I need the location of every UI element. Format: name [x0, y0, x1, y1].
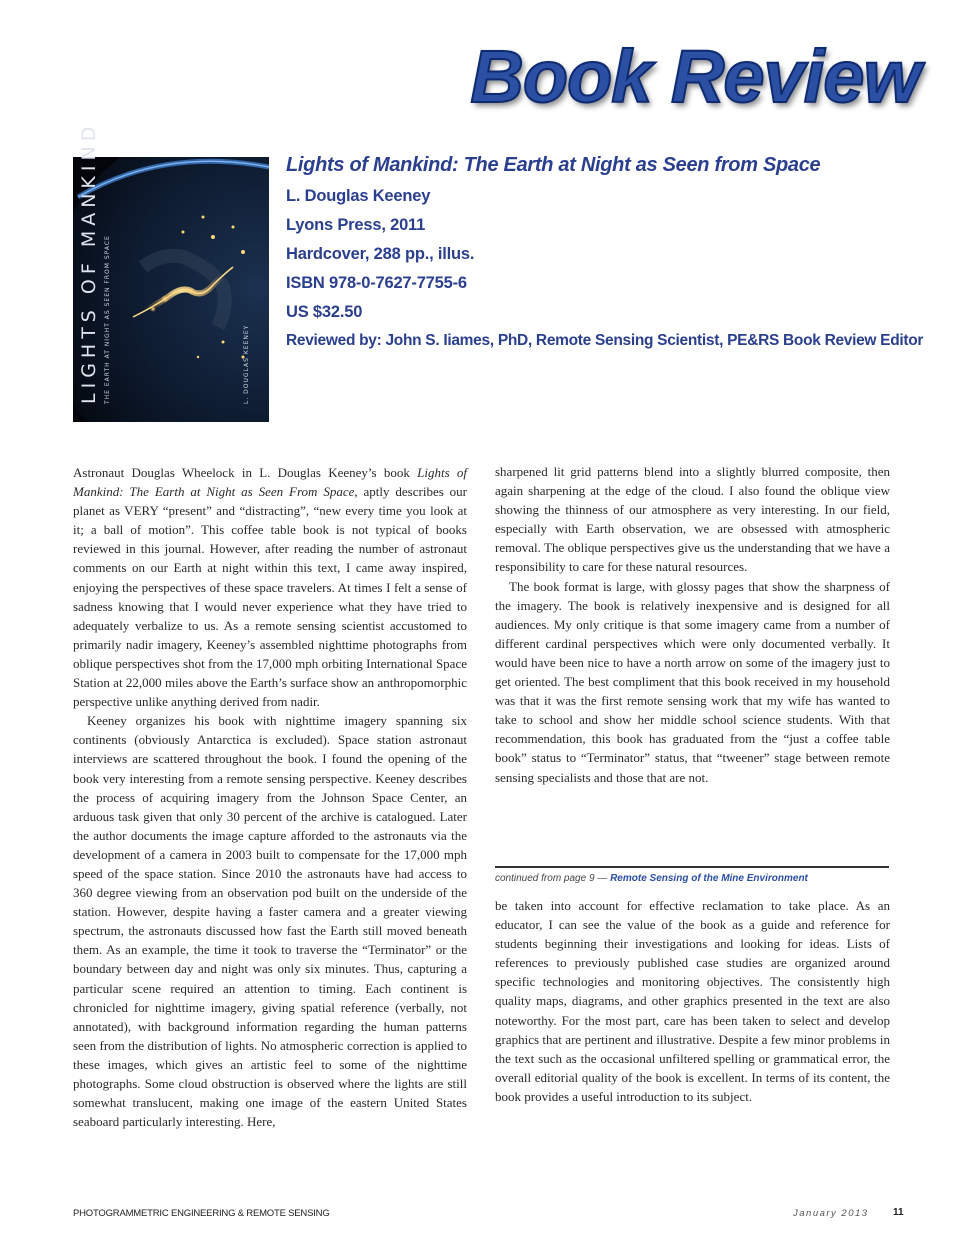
continued-column	[495, 896, 890, 1106]
review-paragraph-3: sharpened lit grid patterns blend into a slightly blurred composite, then again sharpening at the edge of the cloud. I also found the oblique view showing the thinness of our atmosphere as very interesting. In our field, especially with Earth observation, we are obsessed with atmospheric removal. The oblique perspectives give us the understanding that we have a responsibility to care for these natural resources.	[495, 464, 890, 575]
footer-page-number: 11	[893, 1207, 904, 1218]
section-divider	[495, 866, 889, 868]
review-p1-book-title: Lights of Mankind: The Earth at Night as Seen From Space	[73, 465, 468, 500]
continued-paragraph: be taken into account for effective reclamation to take place. As an educator, I can see the value of the book as a guide and reference for students beginning their investigations and looking for ideas. Lists of references to previously published case studies are organized around specific technologies and monitoring objectives. The consistently high quality maps, diagrams, and other graphics presented in the text are also noteworthy. For the most part, care has been taken to select and develop graphics that are pertinent and illustrative. Despite a few minor problems in the text such as the occasional unfiltered spelling or grammatical error, the overall editorial quality of the book is excellent. In terms of its content, the book provides a useful introduction to its subject.	[495, 898, 890, 1104]
review-column-right	[495, 462, 890, 787]
book-author: L. Douglas Keeney	[286, 187, 431, 205]
earth-at-night-illustration	[73, 157, 269, 422]
cover-title-text: LIGHTS OF MANKIND	[78, 121, 100, 404]
book-cover-image	[73, 157, 269, 422]
review-paragraph-1	[73, 463, 467, 711]
book-format: Hardcover, 288 pp., illus.	[286, 245, 475, 263]
book-price: US $32.50	[286, 303, 363, 321]
book-publisher: Lyons Press, 2011	[286, 216, 426, 234]
continued-note	[495, 873, 889, 884]
review-p1-start: Astronaut Douglas Wheelock in L. Douglas Keeney’s book	[73, 465, 418, 480]
book-isbn: ISBN 978-0-7627-7755-6	[286, 274, 467, 292]
book-info	[286, 154, 926, 350]
cover-subtitle-text: THE EARTH AT NIGHT AS SEEN FROM SPACE	[104, 235, 111, 404]
cover-author-text: L. DOUGLAS KEENEY	[243, 324, 250, 404]
review-p1-end: , aptly describes our planet as VERY “present” and “distracting”, “new every time you look at it; a ball of motion”. This coffee table book is not typical of books reviewed in this journal. However, after reading the number of astronaut comments on our Earth at night within this text, I came away inspired, enjoying the perspectives of these space travelers. At times I felt a sense of sadness knowing that I would never experience what they have tried to adequately verbalize to us. As a remote sensing scientist accustomed to primarily nadir imagery, Keeney’s assembled nighttime photographs from oblique perspectives shot from the 17,000 mph orbiting International Space Station at 22,000 miles above the Earth’s surface show an anthropomorphic perspective unlike anything derived from nadir.	[73, 484, 468, 710]
footer-date: January 2013	[793, 1208, 869, 1219]
continued-article-link[interactable]: Remote Sensing of the Mine Environment	[610, 873, 808, 884]
page-header-title: Book Review	[470, 35, 920, 118]
review-paragraph-4: The book format is large, with glossy pages that show the sharpness of the imagery. The book is relatively inexpensive and is designed for all audiences. My only critique is that some imagery came from a number of different cardinal perspectives which were only documented verbally. It would have been nice to have a north arrow on some of the imagery just to get oriented. The best compliment that this book received in my household was that it was the first remote sensing work that my wife has wanted to take to school and show her middle school science students. With that recommendation, this book has graduated from the “just a coffee table book” status to “Terminator” status, that “tweener” stage between remote sensing specialists and those that are not.	[495, 578, 890, 785]
book-title: Lights of Mankind: The Earth at Night as Seen from Space	[286, 154, 821, 176]
continued-prefix: continued from page 9 —	[495, 873, 611, 884]
book-reviewer: Reviewed by: John S. Iiames, PhD, Remote Sensing Scientist, PE&RS Book Review Editor	[286, 332, 924, 349]
review-column-left	[73, 463, 467, 1131]
review-paragraph-2: Keeney organizes his book with nighttime imagery spanning six continents (obviously Antarctica is excluded). Space station astronaut interviews are scattered throughout the book. I found the opening of the book very interesting from a remote sensing perspective. Keeney describes the process of acquiring imagery from the Johnson Space Center, an arduous task given that only 30 percent of the archive is catalogued. Later the author documents the image capture afforded to the astronauts via the development of a camera in 2003 built to compensate for the 17,000 mph speed of the space station. Since 2010 the astronauts have had access to 360 degree viewing from an observation pod built on the underside of the station. However, despite having a faster camera and a greater viewing spectrum, the astronauts discussed how fast the Earth still moved beneath them. As an example, the time it took to traverse the “Terminator” or the boundary between day and night was only six minutes. Thus, capturing a particular scene required an attention to timing. Each continent is chronicled for nighttime imagery, giving spatial reference (verbally, not annotated), with background information regarding the human patterns seen from the distribution of lights. No atmospheric correction is applied to these images, which gives an artistic feel to some of the nighttime photographs. Some cloud obstruction is observed where the lights are still somewhat translucent, making one image of the eastern United States seaboard particularly interesting. Here,	[73, 713, 467, 1130]
footer-journal-name: PHOTOGRAMMETRIC ENGINEERING & REMOTE SENSING	[73, 1208, 330, 1219]
